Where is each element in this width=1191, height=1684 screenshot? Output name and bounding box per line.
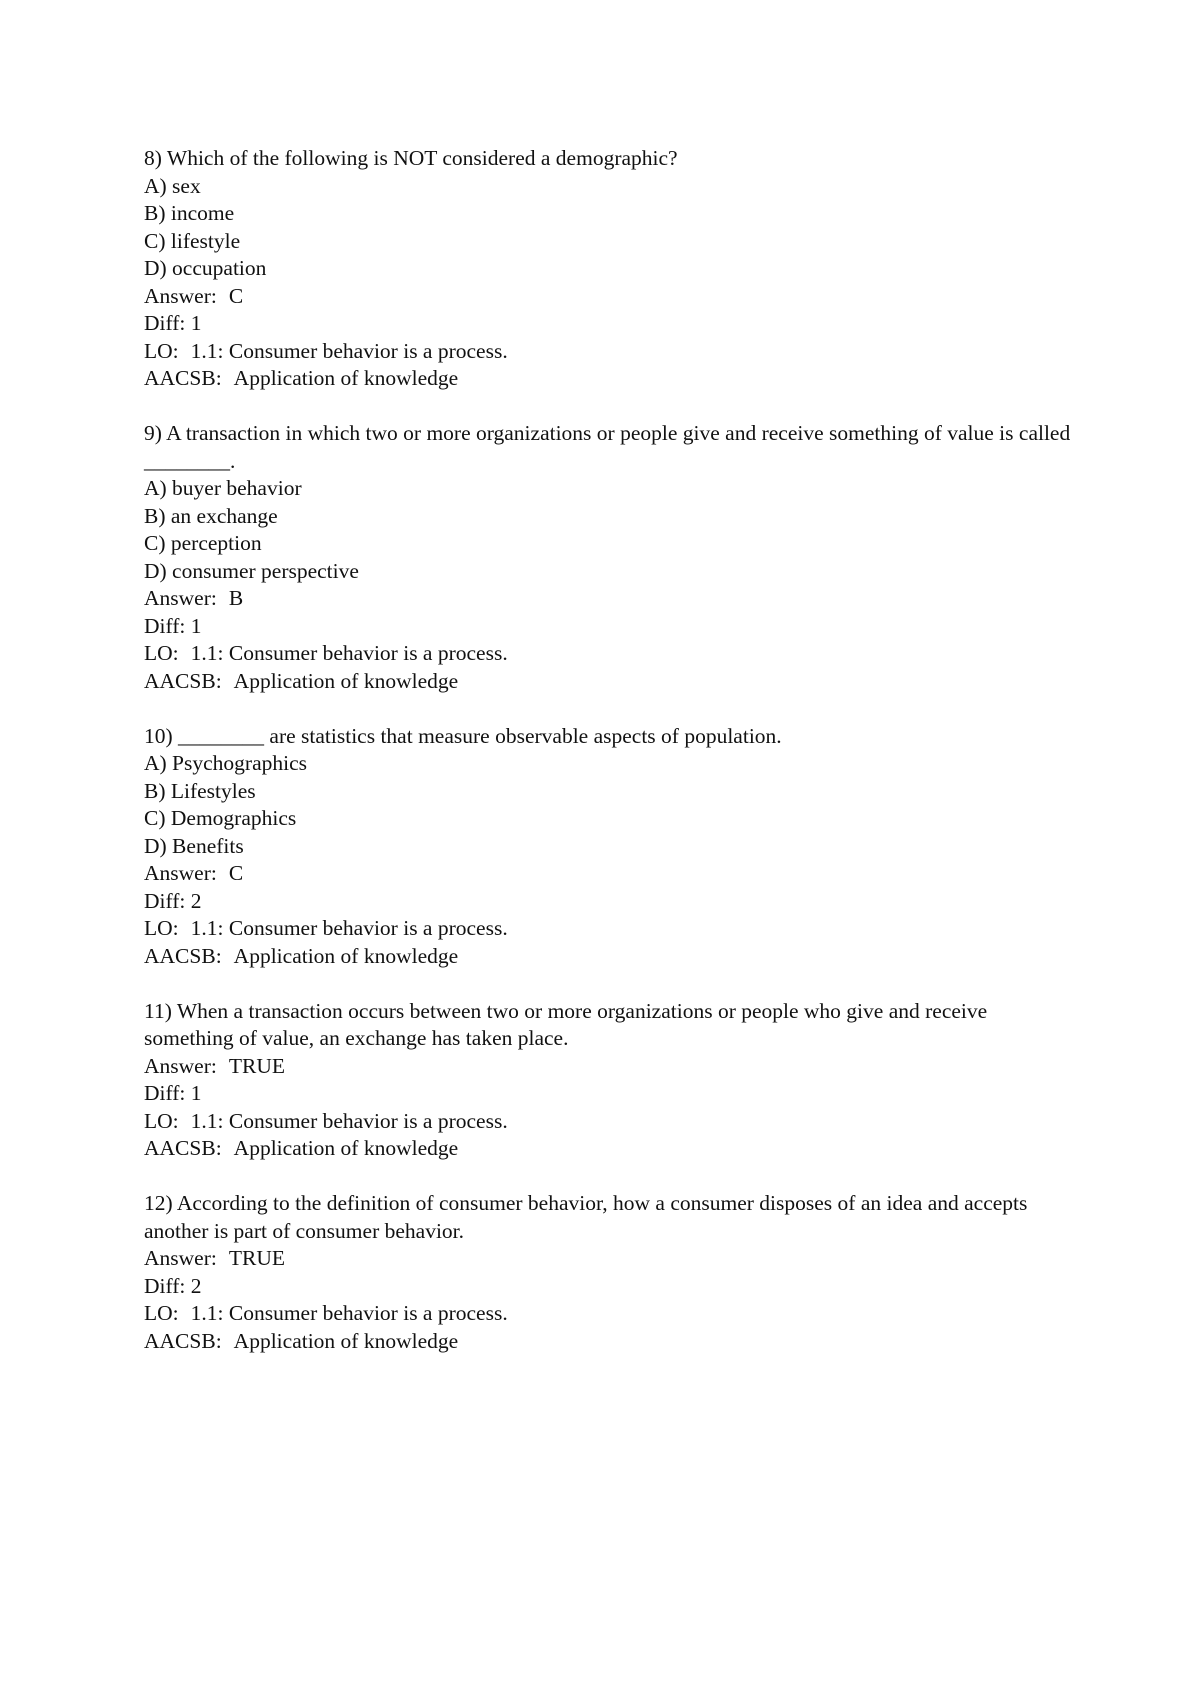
aacsb-value: Application of knowledge bbox=[233, 668, 459, 693]
question-8 bbox=[144, 145, 1074, 393]
lo-value: 1.1: Consumer behavior is a process. bbox=[190, 1108, 508, 1133]
answer-line bbox=[144, 283, 1074, 311]
answer-line bbox=[144, 585, 1074, 613]
question-9 bbox=[144, 420, 1074, 695]
lo-line bbox=[144, 915, 1074, 943]
diff-line bbox=[144, 1273, 1074, 1301]
aacsb-value: Application of knowledge bbox=[233, 1136, 459, 1160]
diff-value: 2 bbox=[190, 1273, 202, 1298]
question-stem: 10) ________ are statistics that measure observable aspects of population. bbox=[144, 723, 782, 748]
aacsb-label: AACSB: bbox=[144, 366, 222, 390]
answer-label: Answer: bbox=[144, 1053, 217, 1078]
answer-line bbox=[144, 860, 1074, 888]
answer-line bbox=[144, 1245, 1074, 1273]
aacsb-line bbox=[144, 668, 1074, 696]
answer-label: Answer: bbox=[144, 283, 217, 308]
diff-line bbox=[144, 310, 1074, 338]
question-stem: 8) Which of the following is NOT considered a demographic? bbox=[144, 146, 678, 170]
aacsb-label: AACSB: bbox=[144, 668, 222, 693]
answer-label: Answer: bbox=[144, 586, 217, 610]
aacsb-line bbox=[144, 1135, 1074, 1163]
diff-value: 1 bbox=[190, 1081, 202, 1105]
answer-value: TRUE bbox=[228, 1246, 285, 1270]
question-stem: 9) A transaction in which two or more organizations or people give and receive something of value is called ________. bbox=[144, 421, 1071, 473]
lo-line bbox=[144, 640, 1074, 668]
option-b: B) Lifestyles bbox=[144, 778, 256, 803]
option-a: A) sex bbox=[144, 173, 201, 198]
aacsb-label: AACSB: bbox=[144, 1136, 222, 1160]
aacsb-value: Application of knowledge bbox=[233, 366, 459, 390]
lo-line bbox=[144, 1108, 1074, 1136]
option-d: D) Benefits bbox=[144, 833, 244, 858]
answer-label: Answer: bbox=[144, 1246, 217, 1270]
diff-label: Diff: bbox=[144, 613, 186, 638]
aacsb-line bbox=[144, 943, 1074, 971]
answer-value: B bbox=[228, 586, 244, 610]
diff-label: Diff: bbox=[144, 888, 186, 913]
diff-label: Diff: bbox=[144, 1273, 186, 1298]
lo-value: 1.1: Consumer behavior is a process. bbox=[190, 1301, 508, 1325]
lo-value: 1.1: Consumer behavior is a process. bbox=[190, 641, 508, 665]
question-stem: 11) When a transaction occurs between two or more organizations or people who give and receive something of value, an exchange has taken place. bbox=[144, 998, 988, 1050]
diff-label: Diff: bbox=[144, 1081, 186, 1105]
aacsb-label: AACSB: bbox=[144, 1328, 222, 1353]
diff-label: Diff: bbox=[144, 311, 186, 335]
diff-value: 2 bbox=[190, 888, 202, 913]
question-stem: 12) According to the definition of consumer behavior, how a consumer disposes of an idea and accepts another is part of consumer behavior. bbox=[144, 1191, 1028, 1243]
option-d: D) consumer perspective bbox=[144, 558, 359, 583]
lo-label: LO: bbox=[144, 641, 179, 665]
question-10 bbox=[144, 723, 1074, 971]
option-b: B) an exchange bbox=[144, 503, 278, 528]
diff-line bbox=[144, 613, 1074, 641]
aacsb-value: Application of knowledge bbox=[233, 1328, 459, 1353]
lo-value: 1.1: Consumer behavior is a process. bbox=[190, 338, 508, 363]
answer-value: C bbox=[228, 283, 244, 308]
lo-line bbox=[144, 338, 1074, 366]
lo-label: LO: bbox=[144, 1301, 179, 1325]
question-11 bbox=[144, 998, 1074, 1163]
option-c: C) Demographics bbox=[144, 806, 297, 830]
question-12 bbox=[144, 1190, 1074, 1355]
aacsb-value: Application of knowledge bbox=[233, 943, 459, 968]
diff-line bbox=[144, 888, 1074, 916]
lo-line bbox=[144, 1300, 1074, 1328]
lo-label: LO: bbox=[144, 1108, 179, 1133]
answer-value: C bbox=[228, 861, 244, 885]
lo-value: 1.1: Consumer behavior is a process. bbox=[190, 916, 508, 940]
lo-label: LO: bbox=[144, 916, 179, 940]
diff-value: 1 bbox=[190, 311, 202, 335]
option-b: B) income bbox=[144, 201, 235, 225]
aacsb-line bbox=[144, 365, 1074, 393]
option-a: A) buyer behavior bbox=[144, 476, 302, 500]
lo-label: LO: bbox=[144, 338, 179, 363]
answer-value: TRUE bbox=[228, 1053, 285, 1078]
diff-line bbox=[144, 1080, 1074, 1108]
question-list bbox=[144, 145, 1074, 1383]
option-c: C) lifestyle bbox=[144, 228, 241, 253]
aacsb-line bbox=[144, 1328, 1074, 1356]
option-d: D) occupation bbox=[144, 256, 267, 280]
option-c: C) perception bbox=[144, 531, 262, 555]
option-a: A) Psychographics bbox=[144, 751, 308, 775]
answer-label: Answer: bbox=[144, 861, 217, 885]
answer-line bbox=[144, 1053, 1074, 1081]
diff-value: 1 bbox=[190, 613, 202, 638]
aacsb-label: AACSB: bbox=[144, 943, 222, 968]
